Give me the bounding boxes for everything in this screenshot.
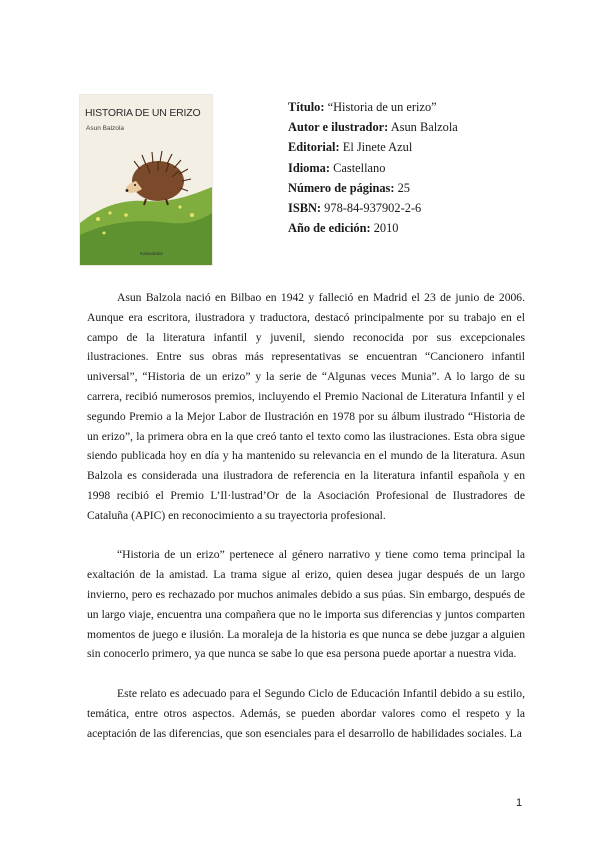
book-details	[288, 97, 578, 238]
cover-author: Asun Balzola	[86, 125, 124, 132]
cover-title: HISTORIA DE UN ERIZO	[85, 107, 201, 119]
detail-label: Autor e ilustrador:	[288, 120, 389, 135]
detail-value: 978-84-937902-2-6	[324, 201, 422, 216]
detail-pages	[288, 178, 578, 198]
body-text	[87, 288, 525, 763]
detail-label: Año de edición:	[288, 221, 371, 236]
detail-label: ISBN:	[288, 201, 322, 216]
detail-value: Asun Balzola	[390, 120, 458, 135]
book-cover	[80, 95, 212, 265]
detail-value: El Jinete Azul	[342, 140, 413, 155]
detail-isbn	[288, 198, 578, 218]
detail-title	[288, 97, 578, 117]
detail-value: Castellano	[333, 160, 386, 175]
paragraph: Este relato es adecuado para el Segundo Ciclo de Educación Infantil debido a su estilo, temática, entre otros aspectos. Además, se pueden abordar valores como el respeto y la aceptación de las diferencias, que son esenciales para el desarrollo de habilidades sociales. La	[87, 686, 525, 740]
detail-value: 25	[397, 180, 410, 195]
detail-label: Idioma:	[288, 160, 330, 175]
detail-author	[288, 117, 578, 137]
detail-value: 2010	[373, 221, 399, 236]
cover-hedgehog	[125, 151, 191, 205]
page-number: 1	[516, 797, 523, 809]
cover-publisher: Kalandraka	[140, 251, 163, 256]
paragraph: “Historia de un erizo” pertenece al género narrativo y tiene como tema principal la exaltación de la amistad. La trama sigue al erizo, quien desea jugar después de un largo invierno, pero es rechazado por muchos animales debido a sus púas. Sin embargo, después de un largo viaje, encuentra una compañera que no le importa sus diferencias y juntos comparten momentos de juego e ilusión. La moraleja de la historia es que nunca se debe juzgar a alguien sin conocerlo primero, ya que nunca se sabe lo que esa persona puede aportar a nuestra vida.	[87, 548, 525, 661]
detail-year	[288, 218, 578, 238]
detail-label: Número de páginas:	[288, 180, 395, 195]
detail-value: “Historia de un erizo”	[327, 100, 437, 114]
detail-label: Título:	[288, 100, 325, 114]
cover-illustration	[80, 95, 212, 265]
detail-language	[288, 158, 578, 178]
detail-label: Editorial:	[288, 140, 340, 155]
paragraph: Asun Balzola nació en Bilbao en 1942 y falleció en Madrid el 23 de junio de 2006. Aunque era escritora, ilustradora y traductora, destacó principalmente por su trabajo en el campo de la literatura infantil y juvenil, siendo reconocida por sus excepcionales ilustraciones. Entre sus obras más representativas se encuentran “Cancionero infantil universal”, “Historia de un erizo” y la serie de “Algunas veces Munia”. A lo largo de su carrera, recibió numerosos premios, incluyendo el Premio Nacional de Literatura Infantil y el segundo Premio a la Mejor Labor de Ilustración en 1978 por su álbum ilustrado “Historia de un erizo”, la primera obra en la que creó tanto el texto como las ilustraciones. Esta obra sigue siendo publicada hoy en día y ha mantenido su relevancia en el mundo de la literatura. Asun Balzola es considerada una ilustradora de referencia en la literatura infantil española y en 1998 recibió el Premio L’Il·lustrad’Or de la Asociación Profesional de Ilustradores de Cataluña (APIC) en reconocimiento a su trayectoria profesional.	[87, 291, 525, 522]
detail-publisher	[288, 137, 578, 157]
